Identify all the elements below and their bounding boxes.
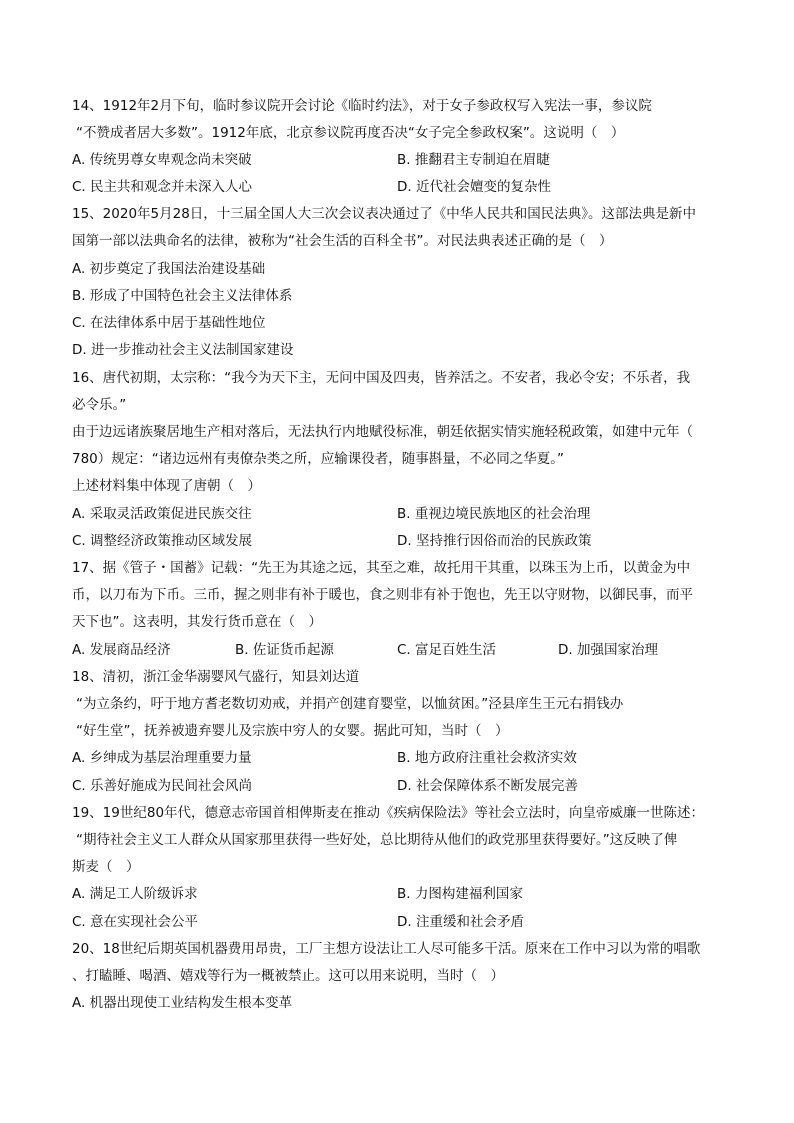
question-18-option-c: C. 乐善好施成为民间社会风尚: [72, 778, 253, 794]
question-15-stem-line-2: 国第一部以法典命名的法律，被称为“社会生活的百科全书”。对民法典表述正确的是（ ）: [72, 233, 613, 249]
question-17-option-b: B. 佐证货币起源: [235, 642, 334, 658]
question-16-stem-line-4: 780）规定：“诸边远州有夷僚杂类之所，应输课役者，随事斟量，不必同之华夏。”: [72, 451, 565, 467]
question-16-option-b: B. 重视边境民族地区的社会治理: [397, 506, 591, 522]
question-14-option-b: B. 推翻君主专制迫在眉睫: [397, 152, 550, 168]
question-14-option-c: C. 民主共和观念并未深入人心: [72, 179, 253, 195]
question-16-stem-line-5: 上述材料集中体现了唐朝（ ）: [72, 478, 261, 494]
question-19-stem-line-3: 斯麦（ ）: [72, 859, 140, 875]
question-17-stem-line-3: 天下也”。这表明，其发行货币意在（ ）: [72, 614, 322, 630]
question-18-option-a: A. 乡绅成为基层治理重要力量: [72, 750, 252, 766]
question-19-stem-line-2: “期待社会主义工人群众从国家那里获得一些好处，总比期待从他们的政党那里获得要好。”这反映了俾: [76, 832, 678, 848]
question-18-stem-line-3: “好生堂”，抚养被遗弃婴儿及宗族中穷人的女婴。据此可知，当时（ ）: [76, 723, 509, 739]
question-15-option-a: A. 初步奠定了我国法治建设基础: [72, 261, 266, 277]
question-19-option-c: C. 意在实现社会公平: [72, 914, 199, 930]
question-16-option-a: A. 采取灵活政策促进民族交往: [72, 506, 252, 522]
question-18-stem-line-2: “为立条约，吁于地方耆老数切劝戒，并捐产创建育婴堂，以恤贫困。”泾县庠生王元右捐钱办: [76, 696, 624, 712]
question-19-option-a: A. 满足工人阶级诉求: [72, 886, 198, 902]
question-17-stem-line-1: 17、据《管子・国蓄》记载：“先王为其途之远，其至之难，故托用干其重，以珠玉为上币，以黄金为中: [72, 560, 691, 576]
question-18-option-b: B. 地方政府注重社会救济实效: [397, 750, 577, 766]
question-20-option-a: A. 机器出现使工业结构发生根本变革: [72, 995, 293, 1011]
question-19-stem-line-1: 19、19世纪80年代，德意志帝国首相俾斯麦在推动《疾病保险法》等社会立法时，向皇帝威廉一世陈述：: [72, 805, 705, 821]
question-17-option-a: A. 发展商品经济: [72, 642, 171, 658]
question-19-option-b: B. 力图构建福利国家: [397, 886, 523, 902]
question-14-stem-line-2: “不赞成者居大多数”。1912年底，北京参议院再度否决“女子完全参政权案”。这说明（ ）: [76, 125, 625, 141]
question-15-option-b: B. 形成了中国特色社会主义法律体系: [72, 288, 293, 304]
question-18-stem-line-1: 18、清初，浙江金华溺婴风气盛行，知县刘达道: [72, 669, 360, 685]
question-17-option-d: D. 加强国家治理: [558, 642, 658, 658]
question-20-stem-line-2: 、打瞌睡、喝酒、嬉戏等行为一概被禁止。这可以用来说明，当时（ ）: [72, 968, 504, 984]
question-16-option-d: D. 坚持推行因俗而治的民族政策: [397, 533, 592, 549]
question-14-option-d: D. 近代社会嬗变的复杂性: [397, 179, 551, 195]
question-15-option-c: C. 在法律体系中居于基础性地位: [72, 315, 266, 331]
question-16-option-c: C. 调整经济政策推动区域发展: [72, 533, 253, 549]
question-17-stem-line-2: 币，以刀布为下币。三币，握之则非有补于暖也，食之则非有补于饱也，先王以守财物，以御民事，而平: [72, 587, 693, 603]
question-14-stem-line-1: 14、1912年2月下旬，临时参议院开会讨论《临时约法》，对于女子参政权写入宪法一事，参议院: [72, 98, 652, 114]
question-16-stem-line-1: 16、唐代初期，太宗称：“我今为天下主，无问中国及四夷，皆养活之。不安者，我必令安；不乐者，我: [72, 370, 691, 386]
question-20-stem-line-1: 20、18世纪后期英国机器费用昂贵，工厂主想方设法让工人尽可能多干活。原来在工作中习以为常的唱歌: [72, 941, 701, 957]
question-15-stem-line-1: 15、2020年5月28日，十三届全国人大三次会议表决通过了《中华人民共和国民法典》。这部法典是新中: [72, 206, 697, 222]
question-16-stem-line-2: 必令乐。”: [72, 397, 127, 413]
question-17-option-c: C. 富足百姓生活: [397, 642, 497, 658]
question-14-option-a: A. 传统男尊女卑观念尚未突破: [72, 152, 252, 168]
question-16-stem-line-3: 由于边远诸族聚居地生产相对落后，无法执行内地赋役标准，朝廷依据实情实施轻税政策，如建中元年（: [72, 424, 693, 440]
question-19-option-d: D. 注重缓和社会矛盾: [397, 914, 524, 930]
question-18-option-d: D. 社会保障体系不断发展完善: [397, 778, 578, 794]
question-15-option-d: D. 进一步推动社会主义法制国家建设: [72, 342, 294, 358]
